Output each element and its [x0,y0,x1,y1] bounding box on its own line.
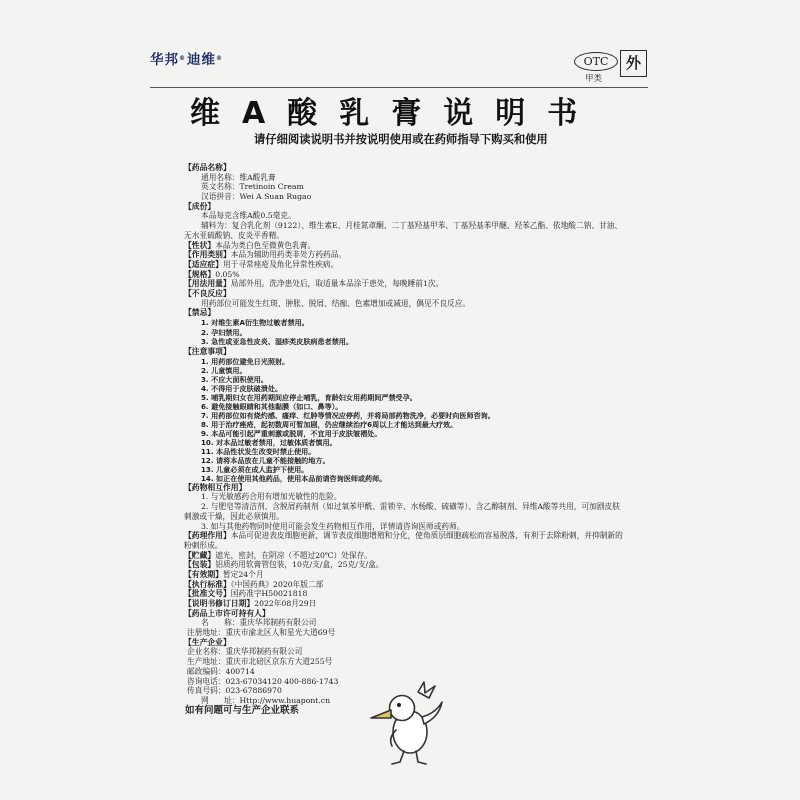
section-text: 汉语拼音：Wei A Suan Rugao [201,192,312,202]
section-text: 铝质药用软膏管包装，10克/支/盒，25克/支/盒。 [215,560,384,570]
section-text: 本品可促进表皮细胞更新，调节表皮细胞增殖和分化，使角质层细胞疏松而容易脱落，有利于去除粉刺，并抑制新的 [230,531,623,541]
section-text: 国药准字H50021818 [230,589,308,599]
pharmacology-line-cont [184,541,629,551]
adverse-reactions-line [184,299,629,309]
section-heading: 【性状】 [184,240,216,250]
registered-mark: ® [216,55,222,62]
section-heading: 【药物相互作用】 [184,482,247,492]
list-item-text: 2. 与肥皂等清洁剂、含脱屑药制剂（如过氧苯甲酰、雷锁辛、水杨酸、硫磺等）、含乙醇制剂、异维A酸等共用，可加剧皮肤 [201,502,620,512]
section-heading: 【批准文号】 [184,589,231,599]
section-text: 通用名称：维A酸乳膏 [201,172,276,182]
section-heading: 【有效期】 [184,569,223,579]
list-item-text: 1. 对维生素A衍生物过敏者禁用。 [201,318,309,327]
section-text: 生产地址：重庆市北碚区京东方大道255号 [187,657,333,667]
interaction-item [184,502,629,512]
section-text: 无水亚硫酸钠、皮炎平香精。 [184,230,284,240]
precaution-item [184,420,629,429]
precaution-item [184,447,629,456]
precaution-item [184,384,629,393]
precaution-item [184,375,629,384]
manufacturer-address-line [184,657,629,667]
contraindication-item [184,337,629,347]
manufacturer-heading [184,638,629,648]
drug-name-heading [184,163,629,173]
section-heading: 【注意事项】 [184,347,231,357]
section-text: 用药部位可能发生红斑、肿胀、脱屑、结痂、色素增加或减退，偶见不良反应。 [201,298,471,308]
section-text: 本品为辅助用药类非处方药药品。 [230,250,347,260]
excipients-line [184,221,629,231]
section-heading: 【生产企业】 [184,637,231,647]
list-item-text: 5. 哺乳期妇女在用药期间应停止哺乳，育龄妇女用药期间严禁受孕。 [201,392,417,402]
revision-date-line [184,599,629,609]
section-heading: 【规格】 [184,269,216,279]
otc-badge: OTC [574,52,618,71]
list-item-text: 3. 急性或亚急性皮炎、湿疹类皮肤病患者禁用。 [201,337,353,347]
list-item-text: 7. 用药部位如有烧灼感、瘙痒、红肿等情况应停药，并将局部药物洗净，必要时向医师咨询。 [201,410,495,420]
section-heading: 【禁忌】 [184,308,216,318]
page-subtitle: 请仔细阅读说明书并按说明使用或在药师指导下购买和使用 [254,133,548,146]
list-item-text: 2. 孕妇禁用。 [201,327,247,337]
section-heading: 【包装】 [184,560,216,570]
list-item-text: 4. 不得用于皮肤破溃处。 [201,383,283,393]
precaution-item [184,456,629,465]
precaution-item [184,393,629,402]
section-heading: 【用法用量】 [184,279,231,289]
list-item-text: 10. 对本品过敏者禁用，过敏体质者慎用。 [201,437,337,447]
list-item-text: 3. 如与其他药物同时使用可能会发生药物相互作用，详情请咨询医师或药师。 [201,521,465,531]
external-use-badge: 外 [620,50,647,77]
section-text: 辅料为：复合乳化剂（9122）、维生素E、月桂氮䓬酮、二丁基羟基甲苯、丁基羟基苯甲醚、羟苯乙酯、依地酸二钠、甘油、 [201,221,623,231]
list-item-text: 6. 避免接触眼睛和其他黏膜（如口、鼻等）。 [201,401,343,411]
contraindication-item [184,318,629,328]
precaution-item [184,366,629,375]
insert-body [184,163,629,715]
precaution-item [184,357,629,366]
specification-line [184,270,629,280]
list-item-text: 9. 本品可能引起严重刺激或脱屑，不宜用于皮肤皱褶处。 [201,428,382,438]
header-divider [150,87,648,88]
list-item-text: 13. 儿童必须在成人监护下使用。 [201,464,309,474]
approval-number-line [184,589,629,599]
section-text: 英文名称：Tretinoin Cream [201,182,304,192]
shelf-life-line [184,570,629,580]
pinyin-name-line [184,192,629,202]
list-item-text: 14. 如正在使用其他药品，使用本品前请咨询医师或药师。 [201,473,387,483]
manufacturer-name-line [184,647,629,657]
section-heading: 【贮藏】 [184,550,216,560]
interaction-item-cont [184,512,629,522]
storage-line [184,551,629,561]
contraindication-item [184,328,629,338]
category-line [184,250,629,260]
interaction-item [184,522,629,532]
generic-name-line [184,173,629,183]
section-heading: 【适应症】 [184,259,223,269]
brand-name-diwei: 迪维 [187,52,216,68]
list-item-text: 刺激或干燥，因此必须慎用。 [184,511,284,521]
section-text: 网 址：Http://www.huapont.cn [201,695,331,705]
dosage-line [184,279,629,289]
section-text: 注册地址：重庆市渝北区人和星光大道69号 [187,628,336,638]
list-item-text: 11. 本品性状发生改变时禁止使用。 [201,446,316,456]
pharmacology-line [184,531,629,541]
active-ingredient-line [184,211,629,221]
precaution-item [184,474,629,483]
section-heading: 【说明书修订日期】 [184,599,255,608]
contraindications-heading [184,308,629,318]
interactions-heading [184,483,629,493]
section-text: 0.05% [215,269,240,279]
mah-address-line [184,628,629,638]
indications-line [184,260,629,270]
section-text: 遮光，密封，在阴凉（不超过20℃）处保存。 [215,550,372,560]
section-text: 传真号码：023-67886970 [187,686,282,696]
section-text: 暂定24个月 [222,569,264,579]
section-heading: 【成份】 [184,201,216,211]
section-heading: 【药理作用】 [184,531,231,541]
list-item-text: 3. 不应大面积使用。 [201,374,268,384]
section-text: 粉刺形成。 [184,540,223,550]
precaution-item [184,402,629,411]
brand-logo [150,51,224,69]
adverse-reactions-heading [184,289,629,299]
section-text: 名 称：重庆华邦制药有限公司 [201,618,317,628]
list-item-text: 1. 与光敏感药合用有增加光敏性的危险。 [201,492,342,502]
excipients-line-cont [184,231,629,241]
ingredients-heading [184,202,629,212]
section-text: 咨询电话：023-67034120 400-886-1743 [187,676,339,686]
section-heading: 【执行标准】 [184,579,231,589]
brand-name-huabang: 华邦 [150,52,179,68]
precautions-heading [184,347,629,357]
list-item-text: 8. 用于治疗痤疮，起初数周可暂加剧，仍应继续治疗6周以上才能达到最大疗效。 [201,419,458,429]
postal-code-line [184,667,629,677]
appearance-line [184,241,629,251]
contact-note-text: 如有问题可与生产企业联系 [185,704,300,716]
section-text: 局部外用。洗净患处后，取适量本品涂于患处，每晚睡前1次。 [230,279,444,289]
section-heading: 【作用类别】 [184,250,231,260]
section-text: 《中国药典》2020年版二部 [230,579,324,589]
precaution-item [184,411,629,420]
mascot-illustration [368,680,446,766]
standard-line [184,580,629,590]
interaction-item [184,492,629,502]
precaution-item [184,465,629,474]
english-name-line [184,182,629,192]
mah-name-line [184,618,629,628]
section-text: 用于寻常痤疮及角化异常性疾病。 [222,259,339,269]
section-text: 本品为类白色至微黄色乳膏。 [215,240,316,250]
section-text: 邮政编码：400714 [187,666,255,676]
list-item-text: 2. 儿童慎用。 [201,365,247,375]
package-line [184,560,629,570]
section-text: 本品每克含维A酸0.5毫克。 [201,211,296,221]
list-item-text: 1. 用药部位避免日光照射。 [201,356,290,366]
otc-class-label: 甲类 [585,74,603,84]
registered-mark: ® [179,55,185,62]
section-text: 2022年08月29日 [254,599,317,608]
section-text: 企业名称：重庆华邦制药有限公司 [187,647,303,657]
section-heading: 【药品上市许可持有人】 [184,608,270,618]
section-heading: 【药品名称】 [184,163,231,172]
precaution-item [184,429,629,438]
section-heading: 【不良反应】 [184,288,231,298]
page-title: 维A酸乳膏说明书 [190,96,600,131]
mah-heading [184,609,629,619]
precaution-item [184,438,629,447]
list-item-text: 12. 请将本品放在儿童不能接触的地方。 [201,455,330,465]
